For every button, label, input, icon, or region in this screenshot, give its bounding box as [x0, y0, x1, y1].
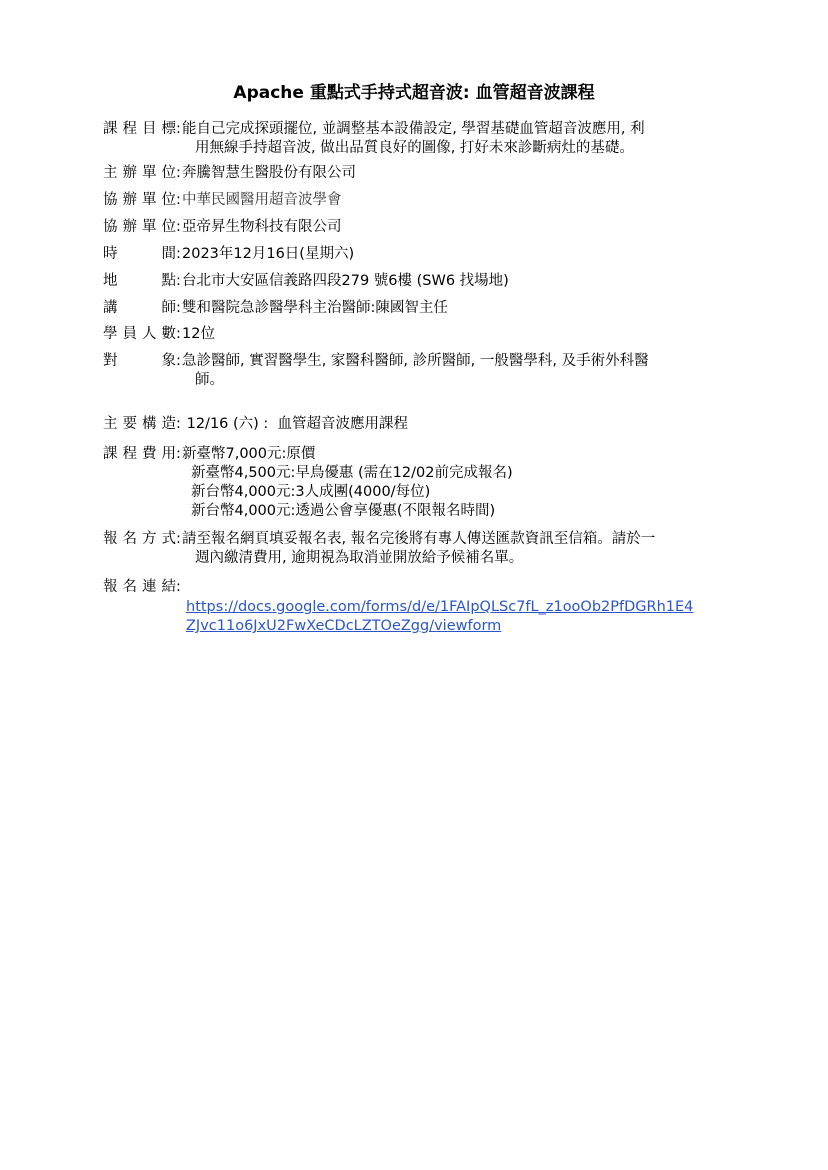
- course-goal-line-2: 用無線手持超音波, 做出品質良好的圖像, 打好未來診斷病灶的基礎。: [195, 140, 634, 156]
- page-title: Apache 重點式手持式超音波: 血管超音波課程: [233, 83, 595, 103]
- host-value: 奔騰智慧生醫股份有限公司: [182, 165, 356, 181]
- separator: :: [176, 416, 181, 432]
- time-label: 時間: [103, 246, 176, 262]
- registration-link-block: [186, 598, 726, 636]
- co-organizer-value: 亞帝昇生物科技有限公司: [182, 219, 342, 235]
- separator: :: [176, 300, 181, 316]
- separator: :: [176, 192, 181, 208]
- students-row: [103, 325, 722, 344]
- fee-line-3: 新台幣4,000元:3人成團(4000/每位): [191, 484, 431, 500]
- structure-value: 12/16 (六) : 血管超音波應用課程: [182, 416, 409, 432]
- separator: :: [176, 353, 181, 369]
- separator: :: [176, 165, 181, 181]
- time-row: [103, 245, 722, 264]
- registration-method-label: 報名方式: [103, 531, 176, 547]
- target-line-2: 師。: [195, 372, 224, 388]
- registration-link-line-1[interactable]: https://docs.google.com/forms/d/e/1FAIpQLSc7fL_z1ooOb2PfDGRh1E4: [186, 599, 694, 615]
- host-row: [103, 164, 722, 183]
- separator: :: [176, 531, 181, 547]
- course-goal-label: 課程目標: [103, 121, 176, 137]
- co-organizer-row-1: [103, 191, 722, 210]
- host-label: 主辦單位: [103, 165, 176, 181]
- target-line-1: 急診醫師, 實習醫學生, 家醫科醫師, 診所醫師, 一般醫學科, 及手術外科醫: [182, 353, 649, 369]
- fee-line-1: 新臺幣7,000元:原價: [182, 446, 316, 462]
- fee-line-2: 新臺幣4,500元:早鳥優惠 (需在12/02前完成報名): [191, 465, 513, 481]
- registration-link-line-2[interactable]: ZJvc11o6JxU2FwXeCDcLZTOeZgg/viewform: [186, 618, 502, 634]
- lecturer-value: 雙和醫院急診醫學科主治醫師:陳國智主任: [182, 300, 448, 316]
- registration-link-row: [103, 578, 182, 597]
- co-organizer-label: 協辦單位: [103, 219, 176, 235]
- separator: :: [176, 121, 181, 137]
- lecturer-label: 講師: [103, 300, 176, 316]
- separator: :: [176, 326, 181, 342]
- separator: :: [176, 273, 181, 289]
- separator: :: [176, 219, 181, 235]
- place-label: 地點: [103, 273, 176, 289]
- registration-link[interactable]: [186, 598, 726, 636]
- structure-row: [103, 415, 722, 434]
- target-row: [103, 352, 722, 390]
- fee-label: 課程費用: [103, 446, 176, 462]
- separator: :: [176, 246, 181, 262]
- separator: :: [176, 446, 181, 462]
- registration-method-row: [103, 530, 722, 568]
- students-label: 學員人數: [103, 326, 176, 342]
- registration-link-label: 報名連結: [103, 579, 176, 595]
- co-organizer-label: 協辦單位: [103, 192, 176, 208]
- target-label: 對象: [103, 353, 176, 369]
- students-value: 12位: [182, 326, 215, 342]
- place-row: [103, 272, 722, 291]
- time-value: 2023年12月16日(星期六): [182, 246, 355, 262]
- course-goal-line-1: 能自己完成探頭擺位, 並調整基本設備設定, 學習基礎血管超音波應用, 利: [182, 121, 645, 137]
- co-organizer-row-2: [103, 218, 722, 237]
- separator: :: [176, 579, 181, 595]
- structure-label: 主要構造: [103, 416, 176, 432]
- place-value: 台北市大安區信義路四段279 號6樓 (SW6 找場地): [182, 273, 509, 289]
- registration-method-line-1: 請至報名網頁填妥報名表, 報名完後將有專人傳送匯款資訊至信箱。請於一: [182, 531, 656, 547]
- lecturer-row: [103, 299, 722, 318]
- fee-line-4: 新台幣4,000元:透過公會享優惠(不限報名時間): [191, 503, 496, 519]
- course-goal-row: [103, 120, 722, 158]
- fee-row: [103, 445, 722, 521]
- registration-method-line-2: 週內繳清費用, 逾期視為取消並開放給予候補名單。: [195, 550, 524, 566]
- co-organizer-value: 中華民國醫用超音波學會: [182, 192, 342, 208]
